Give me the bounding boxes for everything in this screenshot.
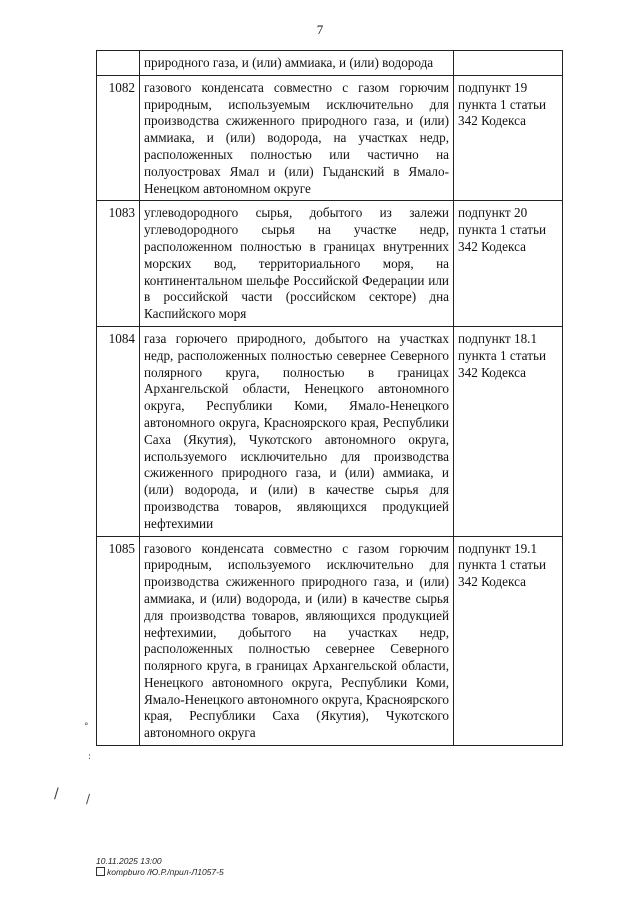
- row-description: газового конденсата совместно с газом горючим природным, используемого исключительно для производства сжиженного природного газа, и (или) аммиака, и (или) водорода, и (или) в качестве сырья для производства товаров, являющихся продукцией нефтехимии, добытого на участках недр, расположенных полностью севернее Северного полярного круга, в границах Архангельской области, Ненецкого автономного округа, Республики Коми, Ямало-Ненецкого автономного округа, Красноярского края, Республики Саха (Якутия), Чукотского автономного округа: [140, 536, 454, 746]
- file-icon: [96, 867, 105, 876]
- reference-line: пункта 1 статьи: [458, 222, 547, 238]
- row-reference: [454, 75, 563, 201]
- reference-line: 342 Кодекса: [458, 113, 526, 129]
- row-description: углеводородного сырья, добытого из залежи углеводородного сырья на участке недр, расположенном полностью в границах внутренних морских вод, территориального моря, на континентальном шельфе Российской Федерации или в российской части (российском секторе) дна Каспийского моря: [140, 201, 454, 327]
- document-table: [96, 50, 563, 746]
- reference-line: подпункт 18.1: [458, 330, 538, 346]
- footer-path-line: [96, 867, 224, 878]
- row-description: природного газа, и (или) аммиака, и (или) водорода: [140, 51, 454, 76]
- scan-mark: °: [84, 722, 89, 732]
- reference-line: пункта 1 статьи: [458, 347, 547, 363]
- page-number: 7: [316, 22, 324, 37]
- row-number: 1082: [97, 75, 140, 201]
- row-number: [97, 51, 140, 76]
- row-number: 1084: [97, 326, 140, 536]
- row-number: 1083: [97, 201, 140, 327]
- table-row: [97, 326, 563, 536]
- reference-line: 342 Кодекса: [458, 574, 526, 590]
- row-description: газа горючего природного, добытого на участках недр, расположенных полностью севернее Северного полярного круга, полностью в границах Архангельской области, Ненецкого автономного округа, Республики Коми, Ямало-Ненецкого автономного округа, Красноярского края, Республики Саха (Якутия), Чукотского автономного округа, используемого исключительно для производства сжиженного природного газа, и (или) аммиака, и (или) водорода, и (или) в качестве сырья для производства товаров, являющихся продукцией нефтехимии: [140, 326, 454, 536]
- row-reference: [454, 201, 563, 327]
- row-number: 1085: [97, 536, 140, 746]
- scan-mark: :: [88, 752, 92, 762]
- row-description: газового конденсата совместно с газом горючим природным, используемым исключительно для производства сжиженного природного газа, и (или) аммиака, и (или) водорода, на участках недр, расположенных полностью или частично на полуостровах Ямал и (или) Гыданский в Ямало-Ненецком автономном округе: [140, 75, 454, 201]
- reference-line: 342 Кодекса: [458, 364, 526, 380]
- footer-date: 10.11.2025 13:00: [96, 856, 162, 866]
- reference-line: 342 Кодекса: [458, 238, 526, 254]
- scan-mark: /: [86, 792, 91, 806]
- scan-mark: /: [54, 786, 59, 802]
- reference-line: пункта 1 статьи: [458, 96, 547, 112]
- reference-line: пункта 1 статьи: [458, 557, 547, 573]
- reference-line: подпункт 19.1: [458, 540, 538, 556]
- row-reference: [454, 536, 563, 746]
- table-row: [97, 51, 563, 76]
- document-footer: [96, 856, 224, 878]
- reference-line: подпункт 19: [458, 79, 528, 95]
- table-row: [97, 201, 563, 327]
- table-row: [97, 75, 563, 201]
- footer-path: kompburo /Ю.Р./прил-Л1057-5: [107, 867, 224, 877]
- row-reference: [454, 326, 563, 536]
- row-reference: [454, 51, 563, 76]
- table-row: [97, 536, 563, 746]
- reference-line: подпункт 20: [458, 205, 528, 221]
